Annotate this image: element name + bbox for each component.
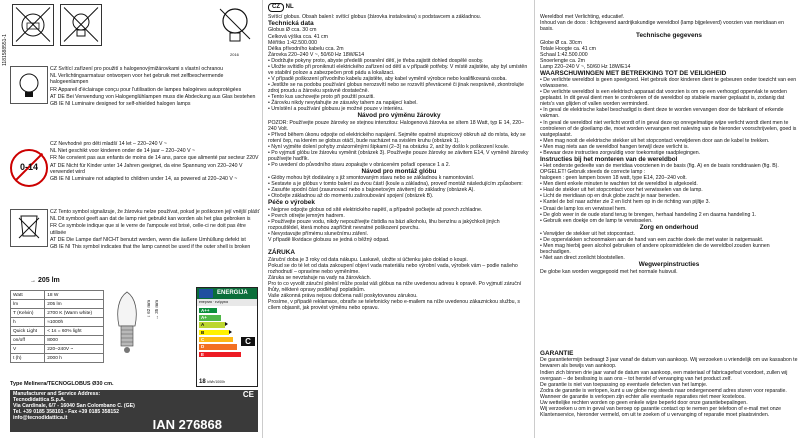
energy-class-bar: A+ — [199, 315, 221, 321]
care-list — [540, 231, 798, 261]
text-line: • Používejte pouze vodu, nikdy nepoužívejte čistidla na bázi alkoholu, lihu benzínu a jakýchkoli jiných rozpouštědel, která mohou zapříčinit nevratné poškození povrchu. — [268, 218, 500, 232]
guarantee-list — [540, 357, 798, 417]
text-line: Vaše zákonná práva nejsou dotčena naší poskytovanou zárukou. — [268, 292, 418, 299]
no-dimmer-icon — [12, 4, 54, 46]
text-line: GB IE NI Luminaire not adapted to children under 14, as powered at 220–240 V ~ — [50, 176, 238, 183]
text-line: Schaal 1:42.500.000 — [540, 51, 588, 58]
spec-key: on/off — [11, 336, 45, 345]
text-line: De garantie is niet van toepassing op eventuele defecten van het lampje. — [540, 381, 708, 388]
text-line: • Nejprve odpojte globus od sítě elektrického napětí, a případně počkejte až povrch zchladne. — [268, 206, 483, 213]
mfr-tel: Tel. +39 0185 358101 - Fax +39 0185 358152 — [13, 409, 120, 415]
bulb-photo — [112, 290, 142, 362]
section-broken — [10, 209, 260, 275]
text-line: • Zasuňte spodní část (zasunovací nebo s bajonetovým závitem) do základny (obrázek A). — [268, 187, 475, 194]
text-line: AT DE Die Lampe darf NICHT benutzt werden, wenn die äußere Umhüllung defekt ist — [50, 236, 246, 243]
mfr-email: info@tecnodidattica.it — [13, 415, 68, 421]
text-line: • Het onderste gedeelte van de meridiaa voorzienen in de basis (fig. A) en de basis rondtdraaien (fig. B). — [540, 163, 779, 170]
text-line: • In geval de wereldbol niet verlicht wordt of in geval deze op onregelmatige wijze verlicht wordt dient men te controleren of de gloeilamp die, moet worden vervangen met naleving van de hieronder voorschrijvelen, goed is vastgeplaatst. — [540, 119, 797, 138]
text-line: De globe kan worden weggegooid met het normale huisvuil. — [540, 268, 678, 275]
spec-key: lm — [11, 300, 45, 309]
text-line: • Gebruik een doekje om de lamp te verwisselen. — [540, 217, 653, 224]
text-line: GB IE NI Luminaire designed for self-shielded halogen lamps — [50, 101, 191, 108]
section-heading: Technická data — [268, 20, 314, 28]
text-line: Měřítko 1:42.500.000 — [268, 39, 318, 46]
text-line: • Men dient enkele minuten te wachten tot de wereldbol is afgekoeld. — [540, 181, 698, 188]
section-heading: Wegwerpinstructies — [638, 261, 700, 269]
text-line: • Bewaar deze instructies zorgvuldig voor toekomstige raadplegingen. — [540, 149, 701, 156]
text-line: • Men mag hierbij geen alcohol gebruiken of andere oplosmiddelen die de wereldbol zouden kunnen beschadigen. — [540, 243, 770, 256]
text-line: • Men mag nooit de elektrische stekker uit het stopcontact verwijderen door aan de kabel te trekken. — [540, 137, 770, 144]
mfr-address: Via Cardinale, 6/7 - 16040 San Colombano C. (GE) — [13, 403, 135, 409]
text-line: • Men mag niets aan de wereldbol hangen terwijl deze verlicht is. — [540, 143, 689, 150]
pictogram-row — [10, 4, 258, 58]
nl-guarantee — [540, 350, 798, 418]
bulb-list — [268, 120, 530, 168]
text-line: FR Ne convient pas aux enfants de moins de 14 ans, parce que alimenté par secteur 220V — [50, 155, 259, 162]
section-heading: Technische gegevens — [636, 32, 702, 40]
assembly-list — [268, 175, 530, 199]
spec-row — [11, 354, 104, 363]
text-line: Indien zich binnen drie jaar vanaf de datum van aankoop, een materiaal of fabricagefout voordoet, zullen wij overgaan – de beslissing is aan ons – tot herstel of vervanging van het product zelf. — [540, 369, 788, 382]
spec-value: 8000 — [45, 336, 104, 345]
text-line: Snoerlengte ca. 2m — [540, 57, 585, 64]
text-line: • Verwijder de stekker uit het stopcontact. — [540, 231, 635, 238]
ce-mark: CE — [242, 390, 254, 399]
text-line: FR Appareil d'éclairage conçu pour l'utilisation de lampes halogènes autoprotégées — [50, 86, 242, 93]
lang-cz: CZ — [268, 3, 284, 12]
text-line: Globus Ø cca. 30 cm — [268, 27, 317, 34]
spec-key: h — [11, 318, 45, 327]
spec-value: 2700 K (Warm white) — [45, 309, 104, 318]
text-line: • Niet aan direct zonlicht blootstellen. — [540, 255, 625, 262]
intro-list — [540, 14, 798, 32]
age-warning-icon — [10, 149, 48, 187]
spec-key: Quick Light — [11, 327, 45, 336]
section-age — [10, 141, 260, 207]
text-line: Pro to co vyvolit záruční plnění může poslat váš glóbus na níže uvedenou adresu k opravě. Po vyjmutí záruční lhůty, některé opravy podléhají poplatkům. — [268, 280, 522, 293]
broken-bulb-icon — [10, 209, 48, 247]
energy-header — [197, 288, 257, 299]
text-line: Totale Hoogte ca. 41 cm — [540, 45, 596, 52]
text-line: Wanneer de garantie is verlopen zijn echter alle eventuele reparaties niet meer kosteloos. — [540, 393, 746, 400]
dim-width: ↔ 35 mm — [154, 300, 159, 320]
section-heading: Péče o výrobek — [268, 199, 315, 207]
lumen-value: 205 lm — [37, 277, 60, 284]
spec-row — [11, 336, 104, 345]
text-line: FR Ce symbole indique que si le verre de l'ampoule est brisé, celle-ci ne doit pas être utilisée — [50, 223, 246, 236]
text-line: Prosíme, v případě reklamace, obraťte se telefonicky nebo e-mailem na níže uvedenou zákaznickou službu, s cílem objasnit, jak provést výměnu nebo opravu. — [268, 298, 520, 311]
spec-key: V — [11, 345, 45, 354]
text-line: • Dodržujte pokyny proto, abyste předešli poranění dětí, je třeba zajistit dohled dospělé osoby. — [268, 57, 484, 64]
lamp-list — [540, 163, 798, 223]
spec-row — [11, 309, 104, 318]
year-label: 2016 — [230, 52, 239, 57]
dim-height: ↕ 62 mm — [146, 300, 151, 318]
text-line: • Uložte svítidlo při proniknutí elektrického zařízení od dětí a v případě potřeby. V místě zajistěte, aby byl umístěn ve stabilní poloze a zabezpečen proti pádu a lokalizaci. — [268, 63, 528, 76]
type-line: Type Melinera/TECNOGLOBUS Ø30 cm. — [10, 381, 114, 387]
energy-title: ENERGIJA — [217, 290, 248, 296]
text-line: Záruka se nevztahuje na vady na žárovkách. — [268, 274, 371, 281]
lang-nl: NL — [285, 4, 294, 10]
doc-code: 1181588551-1 — [2, 34, 8, 66]
text-line: Délka přívodního kabelu cca. 2m — [268, 45, 344, 52]
section-halogen — [10, 66, 260, 136]
tech-list — [540, 40, 798, 70]
spec-row — [11, 291, 104, 300]
spec-value: ≈1000h — [45, 318, 104, 327]
halogen-text — [50, 66, 260, 108]
ian-number: IAN 276868 — [152, 417, 222, 432]
spec-row — [11, 327, 104, 336]
text-line: • Licht de meridiaan op en druk globe zacht je naar beneden. — [540, 193, 680, 200]
text-line: • Kantel de bol naar achter zie 2 en licht hem op in de richting van pijltje 3. — [540, 199, 710, 206]
text-line: • In geval de elektrische kabel beschadigd is dient deze te worden vervangen door de fabrikant of erkende vakman. — [540, 107, 784, 120]
text-line: CZ Svítící zařízení pro použití s halogenovýmižárovkami s vlastní ochranou — [50, 66, 223, 72]
bulb-not-heat-lamp-icon — [218, 6, 252, 50]
spec-row — [11, 300, 104, 309]
text-line: AT DE Nicht für Kinder unter 14 Jahren geeignet, da eine Spannung von 220–240 V verwendet wird — [50, 162, 243, 175]
kwh-value: 18 — [199, 379, 206, 385]
text-line: Lamp 220–240 V ~, 50/60 Hz 18W/E14 — [540, 63, 631, 70]
middle-column — [264, 0, 535, 438]
section-heading: Návod pro výměnu žárovky — [357, 112, 441, 120]
no-rest-bulb-icon — [60, 4, 102, 46]
lumen-title — [30, 277, 60, 284]
text-line: • Po vyjmutí glóbu lze žárovku vyměnit (obrázek 3). Používejte pouze žárovky se závitem E14, V vyměně žárovky používejte hadřík. — [268, 149, 529, 162]
text-line: • Nyní vyjměte dolení pohyby znázorněnými šipkami (2–3) na obrázku 2, anž by došlo k poškození koule. — [268, 143, 510, 150]
left-column — [0, 0, 263, 438]
energy-class-marker: C — [241, 337, 255, 346]
warn-list — [540, 77, 798, 156]
text-line: halogeen : geen lampen boven 18 watt, type E14, 220–240 volt. — [540, 175, 687, 182]
text-line: CZ Tento symbol signalizuje, že žárovku nelze používat, pokud je poškozen její vnější plášť — [50, 209, 260, 215]
energy-class-bar: A — [199, 322, 225, 328]
spec-row — [11, 318, 104, 327]
text-line: • Haal de stekker uit het stopcontact voor het verwisselen van de lamp. — [540, 187, 703, 194]
spec-key: Watt — [11, 291, 45, 300]
manufacturer-box — [10, 390, 258, 432]
text-line: • Po uvedení do původního stavu zopakujte v obráceném pořadí operace 1 a 2. — [268, 161, 451, 168]
kwh-unit: kWh/1000h — [207, 380, 226, 384]
arrow-icon: → — [30, 278, 36, 284]
energy-label — [196, 287, 258, 387]
spec-key: t (h) — [11, 354, 45, 363]
text-line: Wereldbol met Verlichting, educatief. — [540, 14, 625, 20]
text-line: Záruční doba je 3 roky od data nákupu. Laskavě, uložte si účtenku jako doklad o koupi. — [268, 256, 468, 263]
energy-kwh — [199, 379, 225, 385]
section-heading: Návod pro montáž glóbu — [361, 167, 437, 175]
tech-list — [268, 27, 530, 112]
section-heading: GARANTIE — [540, 350, 574, 357]
text-line: POZOR: Používejte pouze žárovky se stejnou intenzitou: Halogenová žárovka se sítem 18 Watt, typ E 14, 220–240 Volt. — [268, 119, 524, 132]
energy-class-bar: A++ — [199, 308, 217, 314]
text-line: AT DE Bei Verwendung von Halogenglühlampen muss die Abdeckung aus Glas bestehen — [50, 93, 256, 100]
text-line: Uw wettelijke rechten worden op geen enkele wijze beperkt door onze garantiebepalingen. — [540, 399, 748, 406]
text-line: Celková výška cca. 41 cm — [268, 33, 328, 40]
energy-class-bar: E — [199, 352, 241, 358]
text-line: • V případě poškození přívodního kabelu zajistěte, aby kabel vyměnil výrobce nebo kvalifikovaná osoba. — [268, 75, 507, 82]
section-heading: ZÁRUKA — [268, 249, 295, 257]
broken-text — [50, 209, 260, 251]
energy-class-bar: B — [199, 330, 229, 336]
text-line: • Nevystavujte přímému slunečnímu záření. — [268, 231, 369, 238]
energy-class-bar: D — [199, 344, 237, 350]
text-line: • De oppervlakken schoonmaken aan de hand van een zachte doek die met water is natgemaakt. — [540, 237, 764, 244]
nl-text — [540, 14, 798, 275]
text-line: OPGELET! Gebruik steeds de correcte lamp : — [540, 169, 646, 176]
text-line: • Tento kus uschovejte proto při použití pouziti. — [268, 93, 375, 100]
text-line: V případě likvidace globusu se jedná o běžný odpad. — [268, 237, 390, 244]
text-line: Svítící globus. Obsah balení: svítící globus (žárovka instalována) s podstavcem a základnou. — [268, 14, 482, 20]
text-line: NL Verlichtingsarmatuur ontworpen voor het gebruik met zelfbeschermende halogeenlampen — [50, 73, 224, 86]
text-line: Pokud se do té let od data zakoupení objeví vada materiálu nebo výrobní vada, výrobek vám – podle našeho rozhodnutí – opravíme nebo vyměníme. — [268, 262, 518, 275]
mfr-name: Tecnodidattica S.p.A. — [13, 397, 66, 403]
age-warning-label: 0-14 — [19, 162, 38, 172]
age-text — [50, 141, 260, 183]
text-line: Globe Ø ca. 30cm — [540, 39, 582, 46]
text-line: • Žárovku nikdy nevytahujte ze zásuvky tahem za napájecí kabel. — [268, 100, 418, 107]
text-line: • Jestliže se na podobu používání globus nerozsvítí nebo se rozsvítí převrácené či jinak nesprávně, zkontrolujte zdroj proudu a žárovku správně dostatečně. — [268, 81, 524, 94]
language-badge — [268, 3, 294, 11]
text-line: • Glóby mohou být dodávány s již smontovaným stavu nebo se základnou k namontování. — [268, 175, 475, 182]
mfr-heading: Manufacturer and Service Address: — [13, 391, 101, 397]
text-line: Inhoud van de doos : lichtgevend aardrijkskundige wereldbol (lamp bijgeleverd) voorzien van meridiaan en basis. — [540, 20, 784, 33]
text-line: • De verlichte wereldbol is geen speelgoed. Het gebruik door kinderen dient te gebeuren onder toezicht van een volwassene. — [540, 77, 797, 90]
halogen-shield-icon — [10, 66, 48, 104]
right-column — [536, 0, 802, 438]
text-line: • Přívod během úkonu odpojte od elektrického napájení. Sejměte opatrně stupnicový obkruh až do místa, kdy se rotení čep, na kterém se globus otáčí, bude nacházet na svislém kruhu (obrázek 1). — [268, 131, 526, 144]
spec-value: 205 lm — [45, 300, 104, 309]
text-line: Wij verzoeken u om in geval van beroep op garantie contact op te nemen per telefoon of e-mail met onze Klantenservice, hieronder vermeld, om uit te zoeken of u vervanging of reparatie moet plaatsvinden. — [540, 405, 782, 418]
spec-value: 18 W — [45, 291, 104, 300]
spec-row — [11, 345, 104, 354]
text-line: CZ Nevhodné pro děti mladší 14 let – 220–240 V ~ — [50, 141, 167, 147]
section-heading: WAARSCHUWINGEN MET BETREKKING TOT DE VEILIGHEID — [540, 69, 727, 77]
spec-value: < 1s = 60% light — [45, 327, 104, 336]
text-line: Žárovka 220–240 V ~, 50/60 Hz 18W/E14 — [268, 51, 365, 58]
energy-subtitle: енергия · ενέργεια — [197, 299, 257, 306]
section-heading: Instructies bij het monteren van de wereldbol — [540, 155, 678, 163]
text-line: • De verlichte wereldbol is een elektrisch apparaat dat voorzien is om op een verhoogd oppervlak te worden geplaatst. In dit geval dient men te controleren of de wereldbol op stabiele manier geplaatst is, zodanig dat niets's van glijden of vallen worden verminderd. — [540, 89, 787, 108]
text-line: • Otočejte základnou až do momentu zašroubování spojení (obrázek B). — [268, 193, 434, 200]
text-line: • De glob weer in de oude stand terug te brengen, herhaal handeling 2 en daarna handeling 1. — [540, 211, 757, 218]
text-line: • Sestavte a je glóbus v tomto balení za dvou částí (koule a základna), proveď montáž následujícím způsobem: — [268, 181, 523, 188]
spec-key: T (Kelvin) — [11, 309, 45, 318]
text-line: • Povrch otírejte jemným hadrem. — [268, 212, 345, 219]
text-line: De garantietermijn bedraagt 3 jaar vanaf de datum van aankoop. Wij verzoeken u vriendelijk om uw kassabon te bewaren als bewijs van aankoop. — [540, 357, 798, 370]
section-heading: Zorg en onderhoud — [639, 223, 699, 231]
text-line: • Draai de lamp los en verwissel hem. — [540, 205, 627, 212]
text-line: GB IE NI This symbol indicates that the lamp cannot be used if the outer shell is broken — [50, 244, 251, 251]
cz-text — [268, 14, 530, 311]
eu-flag-icon — [199, 289, 213, 298]
text-line: Zodra de garantie is verlopen, kunt u uw globe nog steeds naar ondergenoemd adres sturen voor reparatie. — [540, 387, 787, 394]
text-line: NL Dit symbool geeft aan dat de lamp niet gebruikt kan worden als het glas gebroken is — [50, 216, 251, 223]
energy-bars — [197, 308, 257, 357]
spec-value: 2000 h — [45, 354, 104, 363]
text-line: NL Niet geschikt voor kinderen onder de 14 jaar – 220–240 V ~ — [50, 148, 196, 155]
spec-table — [10, 290, 104, 363]
spec-value: 220–240V ~ — [45, 345, 104, 354]
text-line: • Umístění a používání globusu je možné pouze v interiéru. — [268, 106, 404, 113]
care-list — [268, 207, 530, 243]
warranty-list — [268, 257, 530, 311]
energy-class-bar: C — [199, 337, 233, 343]
